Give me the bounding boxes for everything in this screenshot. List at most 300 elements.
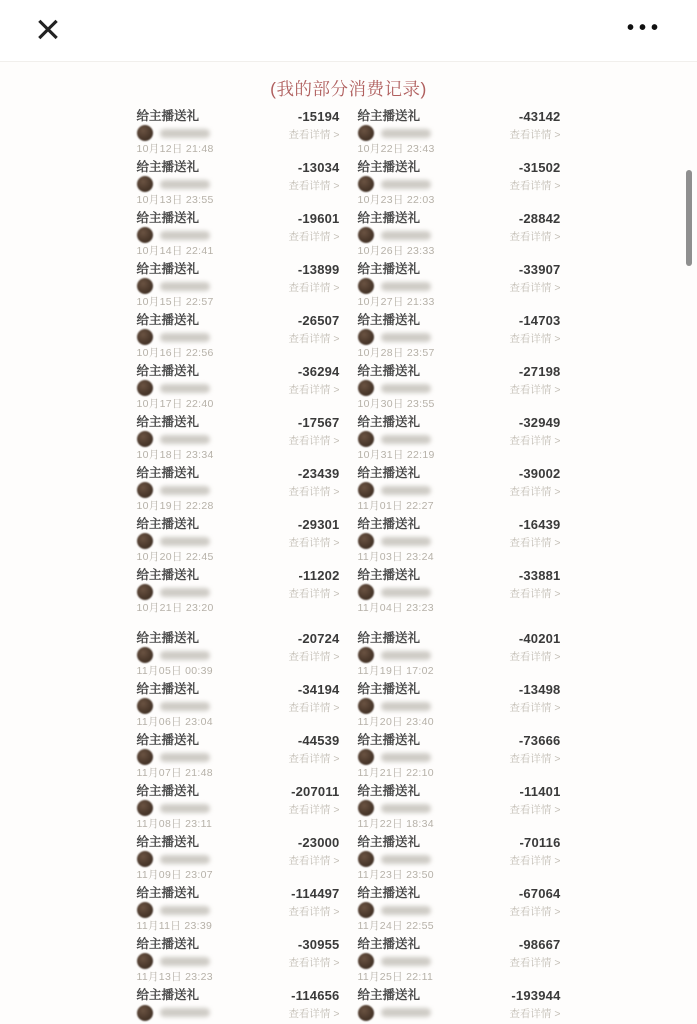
record-type-label: 给主播送礼 [136,364,200,378]
username-redacted [160,651,210,660]
record-type-label: 给主播送礼 [357,517,421,531]
record-info [357,784,434,830]
view-details-link[interactable]: 查看详情 > [288,1008,340,1020]
record-values [509,937,560,980]
record-datetime: 11月23日 23:50 [357,869,434,881]
transaction-record[interactable] [136,631,340,677]
record-user [358,329,435,345]
record-user [137,125,214,141]
record-amount: -23439 [297,466,340,481]
avatar [137,698,153,714]
record-user [137,227,214,243]
transaction-record[interactable] [136,109,340,155]
view-details-link[interactable]: 查看详情 > [509,180,561,192]
transaction-record[interactable] [357,517,561,563]
record-values [509,262,560,305]
transaction-record[interactable] [136,160,340,206]
record-amount: -17567 [297,415,340,430]
record-type-label: 给主播送礼 [357,937,421,951]
page-title: (我的部分消费记录) [270,79,427,99]
record-info [136,682,213,728]
record-info [136,364,214,410]
avatar [358,482,374,498]
record-info [136,835,213,881]
transaction-record[interactable] [357,262,561,308]
username-redacted [381,702,431,711]
transaction-record[interactable] [357,364,561,410]
username-redacted [160,537,210,546]
record-user [358,749,434,765]
record-info [357,160,435,206]
close-button[interactable] [26,4,70,56]
record-amount: -11401 [519,784,561,799]
record-type-label: 给主播送礼 [136,160,200,174]
transaction-record[interactable] [357,937,561,983]
view-details-link[interactable]: 查看详情 > [509,486,561,498]
avatar [137,749,153,765]
view-details-link[interactable]: 查看详情 > [288,702,340,714]
avatar [137,902,153,918]
record-info [357,211,435,257]
record-values [288,886,339,929]
transaction-record[interactable] [357,466,561,512]
avatar [137,380,153,396]
record-amount: -28842 [518,211,561,226]
record-user [358,851,434,867]
username-redacted [381,804,431,813]
record-datetime: 10月16日 22:56 [136,347,214,359]
username-redacted [381,855,431,864]
record-user [137,800,213,816]
record-user [358,902,434,918]
avatar [358,902,374,918]
record-values [509,160,560,203]
record-datetime: 10月23日 22:03 [357,194,435,206]
records-column-right [358,109,561,1024]
username-redacted [160,855,210,864]
username-redacted [381,282,431,291]
scrollbar-thumb[interactable] [686,170,692,266]
record-user [137,584,214,600]
record-user [137,380,214,396]
view-details-link[interactable]: 查看详情 > [288,804,340,816]
record-info [357,568,434,614]
record-values [288,835,339,878]
record-user [137,533,214,549]
avatar [358,533,374,549]
record-values [509,886,560,929]
record-type-label: 给主播送礼 [136,937,200,951]
avatar [137,176,153,192]
record-values [509,682,560,725]
avatar [358,1005,374,1021]
record-info [357,313,435,359]
view-details-link[interactable]: 查看详情 > [288,588,340,600]
record-amount: -30955 [297,937,340,952]
record-values [509,109,560,152]
record-user [358,278,435,294]
view-details-link[interactable]: 查看详情 > [509,333,561,345]
view-details-link[interactable]: 查看详情 > [509,753,561,765]
avatar [358,749,374,765]
username-redacted [381,957,431,966]
view-details-link[interactable]: 查看详情 > [509,129,561,141]
record-user [358,647,434,663]
record-datetime: 10月22日 23:43 [357,143,435,155]
view-details-link[interactable]: 查看详情 > [509,651,561,663]
username-redacted [160,435,210,444]
username-redacted [381,129,431,138]
view-details-link[interactable]: 查看详情 > [509,906,561,918]
view-details-link[interactable]: 查看详情 > [288,333,340,345]
view-details-link[interactable]: 查看详情 > [288,231,340,243]
record-datetime: 11月03日 23:24 [357,551,434,563]
view-details-link[interactable]: 查看详情 > [509,537,561,549]
view-details-link[interactable]: 查看详情 > [288,906,340,918]
record-amount: -14703 [518,313,561,328]
view-details-link[interactable]: 查看详情 > [509,957,561,969]
record-type-label: 给主播送礼 [357,211,421,225]
top-bar [0,0,697,62]
record-values [288,313,339,356]
record-values [288,937,339,980]
record-datetime: 11月09日 23:07 [136,869,213,881]
transaction-record[interactable] [136,568,340,614]
view-details-link[interactable]: 查看详情 > [509,1008,561,1020]
record-amount: -26507 [297,313,340,328]
transaction-record[interactable] [136,517,340,563]
avatar [358,125,374,141]
record-amount: -193944 [511,988,561,1003]
view-details-link[interactable]: 查看详情 > [509,435,561,447]
record-type-label: 给主播送礼 [136,631,200,645]
transaction-record[interactable] [357,160,561,206]
record-datetime: 11月13日 23:23 [136,971,213,983]
record-datetime: 11月22日 18:34 [357,818,434,830]
transaction-record[interactable] [136,886,340,932]
username-redacted [160,702,210,711]
username-redacted [381,753,431,762]
record-datetime: 10月20日 22:45 [136,551,214,563]
record-user [137,431,214,447]
record-values [509,415,560,458]
view-details-link[interactable]: 查看详情 > [509,855,561,867]
record-type-label: 给主播送礼 [357,682,421,696]
record-values [509,988,560,1024]
record-user [358,1004,431,1021]
record-amount: -11202 [298,568,340,583]
record-amount: -19601 [297,211,340,226]
username-redacted [381,384,431,393]
record-user [358,482,434,498]
record-info [136,886,213,932]
record-amount: -33881 [518,568,561,583]
record-amount: -15194 [297,109,340,124]
transaction-record[interactable] [358,988,561,1024]
record-info [136,568,214,614]
view-details-link[interactable]: 查看详情 > [288,753,340,765]
record-amount: -98667 [518,937,561,952]
record-values [288,364,339,407]
record-datetime: 10月28日 23:57 [357,347,435,359]
close-icon: × [35,5,61,54]
record-values [509,568,560,611]
transaction-record[interactable] [357,211,561,257]
username-redacted [381,537,431,546]
record-amount: -27198 [518,364,561,379]
record-datetime: 10月21日 23:20 [136,602,214,614]
avatar [358,329,374,345]
username-redacted [160,384,210,393]
record-amount: -44539 [297,733,340,748]
record-user [358,380,435,396]
record-datetime: 11月08日 23:11 [136,818,213,830]
transaction-record[interactable] [136,211,340,257]
record-amount: -73666 [518,733,561,748]
record-type-label: 给主播送礼 [136,415,200,429]
username-redacted [160,957,210,966]
record-user [137,278,214,294]
username-redacted [381,906,431,915]
transaction-record[interactable] [136,682,340,728]
avatar [358,584,374,600]
transaction-record[interactable] [136,364,340,410]
record-info [136,313,214,359]
record-type-label: 给主播送礼 [357,262,421,276]
record-info [136,631,213,677]
avatar [358,953,374,969]
view-details-link[interactable]: 查看详情 > [288,537,340,549]
username-redacted [160,486,210,495]
record-datetime: 10月13日 23:55 [136,194,214,206]
username-redacted [160,180,210,189]
avatar [137,647,153,663]
record-datetime: 11月19日 17:02 [357,665,434,677]
view-details-link[interactable]: 查看详情 > [509,588,561,600]
record-amount: -16439 [518,517,561,532]
transaction-record[interactable] [136,313,340,359]
record-type-label: 给主播送礼 [357,988,421,1002]
record-info [136,466,214,512]
username-redacted [381,333,431,342]
avatar [358,698,374,714]
transaction-record[interactable] [137,988,340,1024]
record-user [137,902,213,918]
record-type-label: 给主播送礼 [136,835,200,849]
record-info [357,109,435,155]
record-info [136,937,213,983]
record-values [509,784,560,827]
username-redacted [160,804,210,813]
avatar [137,278,153,294]
record-values [288,466,339,509]
record-values [509,313,560,356]
record-amount: -13034 [297,160,340,175]
more-menu-button[interactable] [627,8,663,48]
record-amount: -31502 [518,160,561,175]
record-type-label: 给主播送礼 [136,886,200,900]
record-amount: -39002 [518,466,561,481]
record-values [288,211,339,254]
record-values [288,517,339,560]
record-values [288,631,339,674]
record-datetime: 11月04日 23:23 [357,602,434,614]
record-type-label: 给主播送礼 [357,784,421,798]
transaction-record[interactable] [357,682,561,728]
transaction-record[interactable] [357,415,561,461]
username-redacted [160,588,210,597]
record-values [509,517,560,560]
record-info [136,211,214,257]
record-user [358,176,435,192]
record-info [357,517,434,563]
record-info [137,988,210,1024]
record-datetime: 10月12日 21:48 [136,143,214,155]
view-details-link[interactable]: 查看详情 > [288,486,340,498]
record-info [136,733,213,779]
record-user [137,1004,210,1021]
record-datetime: 10月30日 23:55 [357,398,435,410]
record-info [357,835,434,881]
record-info [357,262,435,308]
avatar [358,227,374,243]
record-values [509,835,560,878]
record-datetime: 10月18日 23:34 [136,449,214,461]
transaction-record[interactable] [136,733,340,779]
record-amount: -29301 [297,517,340,532]
record-user [137,647,213,663]
transaction-record[interactable] [357,313,561,359]
view-details-link[interactable]: 查看详情 > [509,282,561,294]
record-user [358,227,435,243]
record-user [137,329,214,345]
record-user [137,176,214,192]
record-user [137,953,213,969]
record-info [357,466,434,512]
transaction-record[interactable] [357,568,561,614]
record-values [509,631,560,674]
transaction-record[interactable] [136,835,340,881]
username-redacted [160,129,210,138]
record-amount: -114497 [291,886,340,901]
record-type-label: 给主播送礼 [357,886,421,900]
record-datetime: 10月15日 22:57 [136,296,214,308]
transaction-record[interactable] [357,109,561,155]
avatar [137,953,153,969]
record-amount: -114656 [291,988,340,1003]
record-user [137,851,213,867]
avatar [358,176,374,192]
record-user [358,431,435,447]
avatar [358,800,374,816]
record-amount: -207011 [291,784,340,799]
username-redacted [381,231,431,240]
transaction-record[interactable] [136,937,340,983]
record-datetime: 10月27日 21:33 [357,296,435,308]
record-type-label: 给主播送礼 [357,631,421,645]
record-type-label: 给主播送礼 [357,568,421,582]
record-info [136,517,214,563]
record-info [357,415,435,461]
record-type-label: 给主播送礼 [136,109,200,123]
record-type-label: 给主播送礼 [357,160,421,174]
view-details-link[interactable]: 查看详情 > [509,804,561,816]
view-details-link[interactable]: 查看详情 > [509,231,561,243]
transaction-record[interactable] [357,631,561,677]
record-info [357,886,434,932]
record-type-label: 给主播送礼 [136,784,200,798]
record-amount: -13899 [297,262,340,277]
view-details-link[interactable]: 查看详情 > [288,957,340,969]
view-details-link[interactable]: 查看详情 > [288,651,340,663]
record-type-label: 给主播送礼 [136,517,200,531]
record-datetime: 11月21日 22:10 [357,767,434,779]
record-datetime: 11月24日 22:55 [357,920,434,932]
record-amount: -40201 [518,631,561,646]
view-details-link[interactable]: 查看详情 > [288,855,340,867]
username-redacted [381,588,431,597]
transaction-record[interactable] [357,835,561,881]
username-redacted [160,333,210,342]
view-details-link[interactable]: 查看详情 > [509,384,561,396]
record-user [137,749,213,765]
record-amount: -34194 [297,682,340,697]
record-type-label: 给主播送礼 [357,733,421,747]
view-details-link[interactable]: 查看详情 > [509,702,561,714]
records-column-left [137,109,340,1024]
record-type-label: 给主播送礼 [136,262,200,276]
record-datetime: 11月01日 22:27 [357,500,434,512]
more-icon: ••• [626,16,663,39]
record-info [136,784,213,830]
avatar [358,380,374,396]
record-datetime: 10月26日 23:33 [357,245,435,257]
record-amount: -20724 [297,631,340,646]
record-datetime: 10月19日 22:28 [136,500,214,512]
record-datetime: 10月31日 22:19 [357,449,435,461]
record-info [357,682,434,728]
view-details-link[interactable]: 查看详情 > [288,282,340,294]
view-details-link[interactable]: 查看详情 > [288,384,340,396]
record-values [288,733,339,776]
record-user [358,953,434,969]
view-details-link[interactable]: 查看详情 > [288,180,340,192]
transaction-record[interactable] [136,466,340,512]
record-values [509,733,560,776]
record-amount: -13498 [518,682,561,697]
record-type-label: 给主播送礼 [136,568,200,582]
avatar [137,431,153,447]
transaction-record[interactable] [136,784,340,830]
view-details-link[interactable]: 查看详情 > [288,435,340,447]
record-info [357,364,435,410]
record-datetime: 11月20日 23:40 [357,716,434,728]
record-values [509,211,560,254]
record-amount: -32949 [518,415,561,430]
transaction-record[interactable] [357,733,561,779]
view-details-link[interactable]: 查看详情 > [288,129,340,141]
record-datetime: 10月14日 22:41 [136,245,214,257]
transaction-record[interactable] [136,415,340,461]
username-redacted [381,486,431,495]
transaction-record[interactable] [136,262,340,308]
record-info [358,988,431,1024]
transaction-record[interactable] [357,784,561,830]
record-amount: -36294 [297,364,340,379]
username-redacted [160,906,210,915]
avatar [137,1005,153,1021]
transaction-record[interactable] [357,886,561,932]
